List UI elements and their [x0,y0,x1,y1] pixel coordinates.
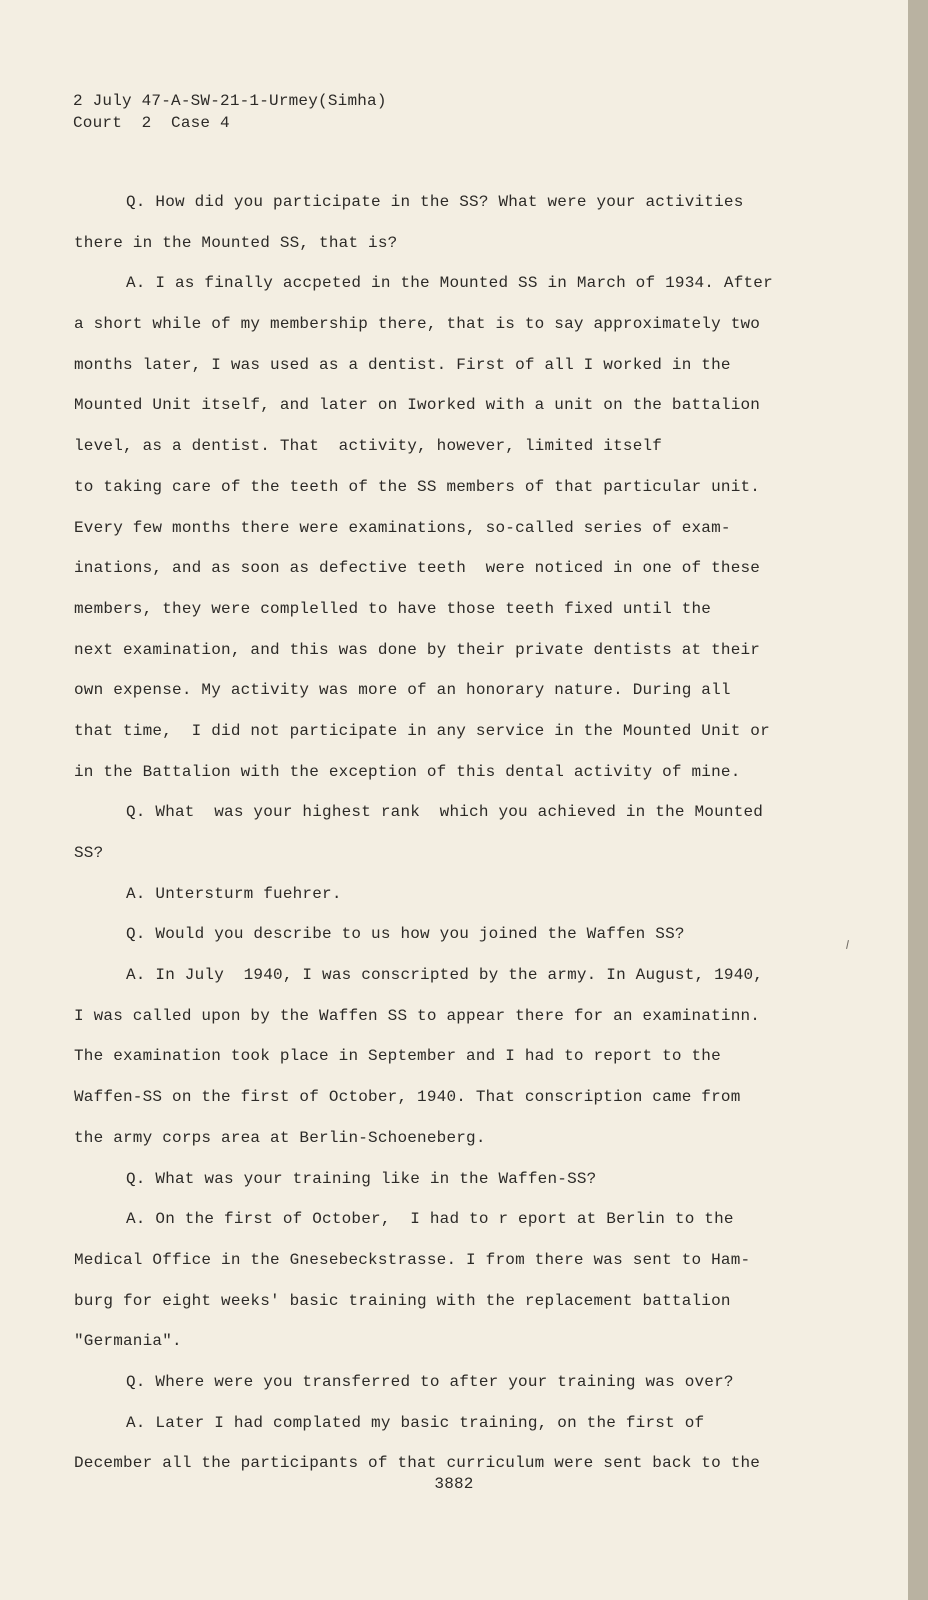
transcript-line: there in the Mounted SS, that is? [74,233,398,252]
transcript-line: Every few months there were examinations, so-called series of exam- [74,518,731,537]
transcript-line: "Germania". [74,1332,182,1351]
transcript-line: A. On the first of October, I had to r eport at Berlin to the [126,1210,734,1229]
transcript-line: Q. Would you describe to us how you joined the Waffen SS? [126,925,685,944]
transcript-body [74,182,804,1484]
transcript-line: A. Later I had complated my basic training, on the first of [126,1413,705,1432]
transcript-line: level, as a dentist. That activity, however, limited itself [74,437,663,456]
transcript-line: December all the participants of that curriculum were sent back to the [74,1454,761,1473]
transcript-line: Waffen-SS on the first of October, 1940. That conscription came from [74,1088,741,1107]
transcript-line: Q. Where were you transferred to after your training was over? [126,1372,734,1391]
header-court-case: Court 2 Case 4 [73,114,230,132]
page-number: 3882 [434,1475,474,1493]
transcript-line: A. Untersturm fuehrer. [126,884,342,903]
transcript-line: A. I as finally accpeted in the Mounted SS in March of 1934. After [126,274,773,293]
transcript-line: members, they were complelled to have those teeth fixed until the [74,599,712,618]
transcript-line: a short while of my membership there, that is to say approximately two [74,315,761,334]
transcript-line: that time, I did not participate in any service in the Mounted Unit or [74,721,770,740]
transcript-line: Q. What was your highest rank which you achieved in the Mounted [126,803,764,822]
transcript-line: Mounted Unit itself, and later on Iworked with a unit on the battalion [74,396,761,415]
header-reference: 2 July 47-A-SW-21-1-Urmey(Simha) [73,92,387,110]
document-header [73,90,387,134]
transcript-line: inations, and as soon as defective teeth were noticed in one of these [74,559,761,578]
transcript-line: own expense. My activity was more of an honorary nature. During all [74,681,731,700]
transcript-line: to taking care of the teeth of the SS members of that particular unit. [74,477,761,496]
transcript-line: months later, I was used as a dentist. First of all I worked in the [74,355,731,374]
transcript-line: the army corps area at Berlin-Schoeneberg. [74,1128,486,1147]
transcript-line: SS? [74,844,104,862]
transcript-line: next examination, and this was done by their private dentists at their [74,640,761,659]
transcript-line: in the Battalion with the exception of this dental activity of mine. [74,762,741,781]
transcript-line: Q. What was your training like in the Waffen-SS? [126,1169,597,1188]
transcript-line: burg for eight weeks' basic training with the replacement battalion [74,1291,731,1310]
transcript-line: Q. How did you participate in the SS? What were your activities [126,193,744,211]
stray-mark [846,940,849,949]
transcript-line: The examination took place in September and I had to report to the [74,1047,721,1066]
transcript-line: Medical Office in the Gnesebeckstrasse. I from there was sent to Ham- [74,1250,751,1269]
transcript-line: A. In July 1940, I was conscripted by the army. In August, 1940, [126,966,764,985]
page-edge [908,0,928,1600]
transcript-line: I was called upon by the Waffen SS to appear there for an examinatinn. [74,1006,761,1025]
